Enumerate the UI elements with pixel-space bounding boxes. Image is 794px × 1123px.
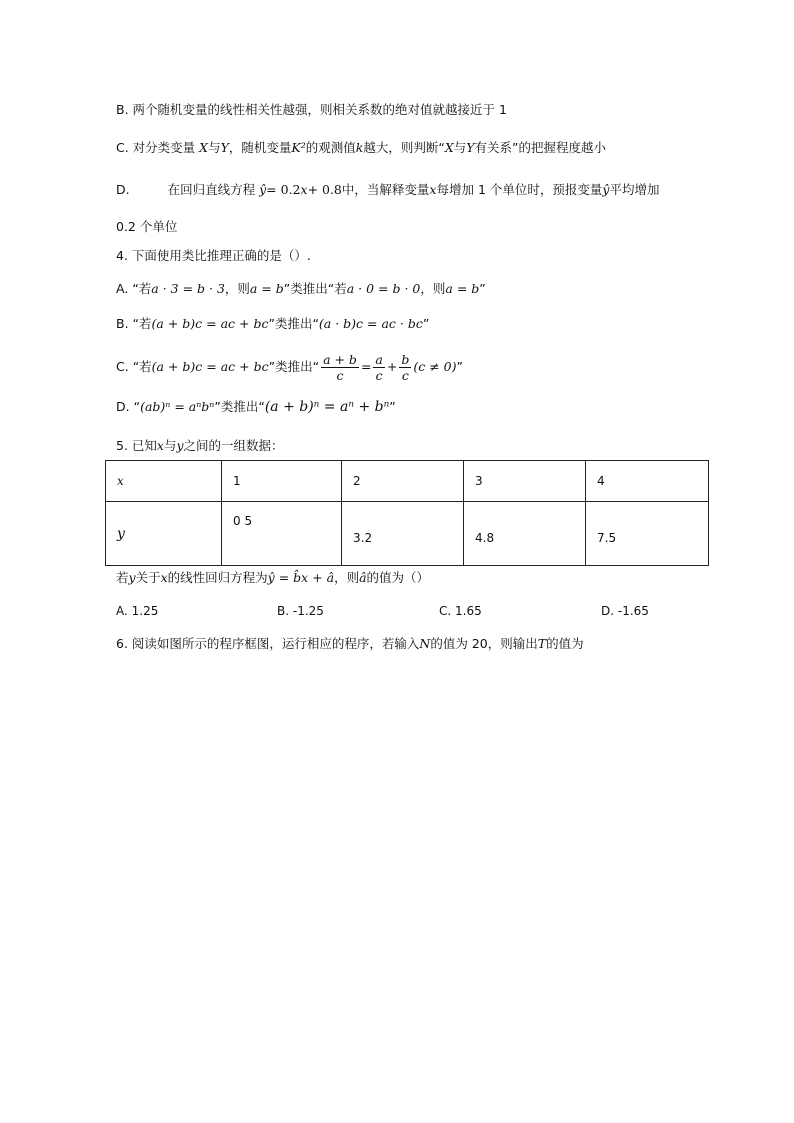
table-row (106, 502, 709, 566)
table-cell: 4 (586, 461, 709, 502)
q5-option-d: D. -1.65 (601, 604, 649, 618)
fraction-a-plus-b-over-c: $\frac{a + b}{c}$ (323, 352, 357, 383)
table-cell: y (106, 502, 222, 566)
q5-option-b: B. -1.25 (277, 604, 324, 618)
q5-stem: 5. 已知x与y之间的一组数据： (116, 438, 284, 453)
q3-option-d: D. 在回归直线方程 ŷ= 0.2x+ 0.8中，当解释变量x每增加 1 个单位时，预报变量ŷ平均增加 (116, 182, 660, 197)
q4-option-d: D. “(ab)ⁿ = aⁿbⁿ”类推出“(a + b)ⁿ = aⁿ + bⁿ” (116, 399, 396, 415)
q3-option-d-continued: 0.2 个单位 (116, 219, 178, 234)
table-cell: 7.5 (586, 502, 709, 566)
q6-stem: 6. 阅读如图所示的程序框图，运行相应的程序，若输入N的值为 20，则输出T的值为 (116, 636, 584, 651)
fraction-a-over-c: $\frac{a}{c}$ (375, 352, 383, 383)
q4-stem: 4. 下面使用类比推理正确的是（）. (116, 248, 311, 263)
q5-option-a: A. 1.25 (116, 604, 159, 618)
fraction-b-over-c: $\frac{b}{c}$ (401, 352, 410, 383)
table-cell: 3.2 (342, 502, 464, 566)
q4-option-c: C. “若(a + b)c = ac + bc”类推出“ $\frac{a + b}{c}$ = $\frac{a}{c}$ + $\frac{b}{c}$ (c ≠ 0)” (116, 352, 463, 383)
q5-option-c: C. 1.65 (439, 604, 482, 618)
data-table (105, 460, 709, 566)
table-cell: 1 (222, 461, 342, 502)
table-cell: x (106, 461, 222, 502)
q4-option-a: A. “若a · 3 = b · 3，则a = b”类推出“若a · 0 = b · 0，则a = b” (116, 281, 486, 296)
q3-option-c: C. 对分类变量 X与Y，随机变量K²的观测值k越大，则判断“X与Y有关系”的把握程度越小 (116, 140, 606, 155)
table-cell: 0 5 (222, 502, 342, 566)
table-cell: 3 (464, 461, 586, 502)
table-cell: 4.8 (464, 502, 586, 566)
q3-option-b: B. 两个随机变量的线性相关性越强，则相关系数的绝对值就越接近于 1 (116, 102, 507, 117)
table-cell: 2 (342, 461, 464, 502)
table-row (106, 461, 709, 502)
q4-option-b: B. “若(a + b)c = ac + bc”类推出“(a · b)c = ac · bc” (116, 316, 430, 331)
q5-regression-line: 若y关于x的线性回归方程为ŷ = b̂x + â，则â的值为（） (116, 570, 430, 585)
